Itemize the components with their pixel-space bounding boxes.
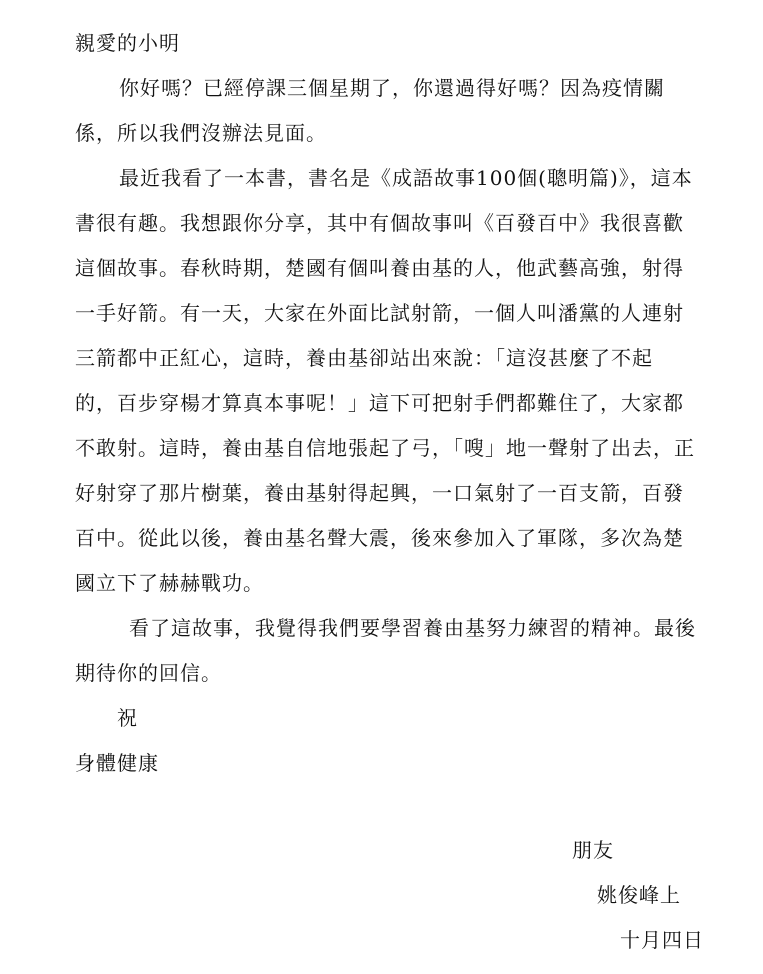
letter-date: 十月四日 <box>620 928 704 952</box>
body-line: 國立下了赫赫戰功。 <box>75 571 264 595</box>
body-line: 你好嗎？已經停課三個星期了，你還過得好嗎？因為疫情關 <box>119 76 665 100</box>
letter-salutation: 親愛的小明 <box>75 31 180 55</box>
closing-wish: 祝 <box>117 706 138 730</box>
body-line: 一手好箭。有一天，大家在外面比試射箭，一個人叫潘黨的人連射 <box>75 301 684 325</box>
body-line: 的，百步穿楊才算真本事呢！」這下可把射手們都難住了，大家都 <box>75 391 684 415</box>
body-line: 期待你的回信。 <box>75 661 222 685</box>
body-line: 書很有趣。我想跟你分享，其中有個故事叫《百發百中》我很喜歡 <box>75 211 684 235</box>
closing-blessing: 身體健康 <box>75 751 159 775</box>
body-line: 這個故事。春秋時期，楚國有個叫養由基的人，他武藝高強，射得 <box>75 256 684 280</box>
sender-signature: 姚俊峰上 <box>597 883 681 907</box>
body-line: 三箭都中正紅心，這時，養由基卻站出來說：「這沒甚麼了不起 <box>75 346 653 370</box>
sender-relation: 朋友 <box>572 838 614 862</box>
body-line: 不敢射。這時，養由基自信地張起了弓，「嗖」地一聲射了出去，正 <box>75 436 695 460</box>
body-line: 最近我看了一本書，書名是《成語故事100個(聰明篇)》，這本 <box>119 166 693 190</box>
body-line: 百中。從此以後，養由基名聲大震，後來參加入了軍隊，多次為楚 <box>75 526 684 550</box>
body-line: 好射穿了那片樹葉，養由基射得起興，一口氣射了一百支箭，百發 <box>75 481 684 505</box>
body-line: 係，所以我們沒辦法見面。 <box>75 121 327 145</box>
body-line: 看了這故事，我覺得我們要學習養由基努力練習的精神。最後 <box>129 616 696 640</box>
